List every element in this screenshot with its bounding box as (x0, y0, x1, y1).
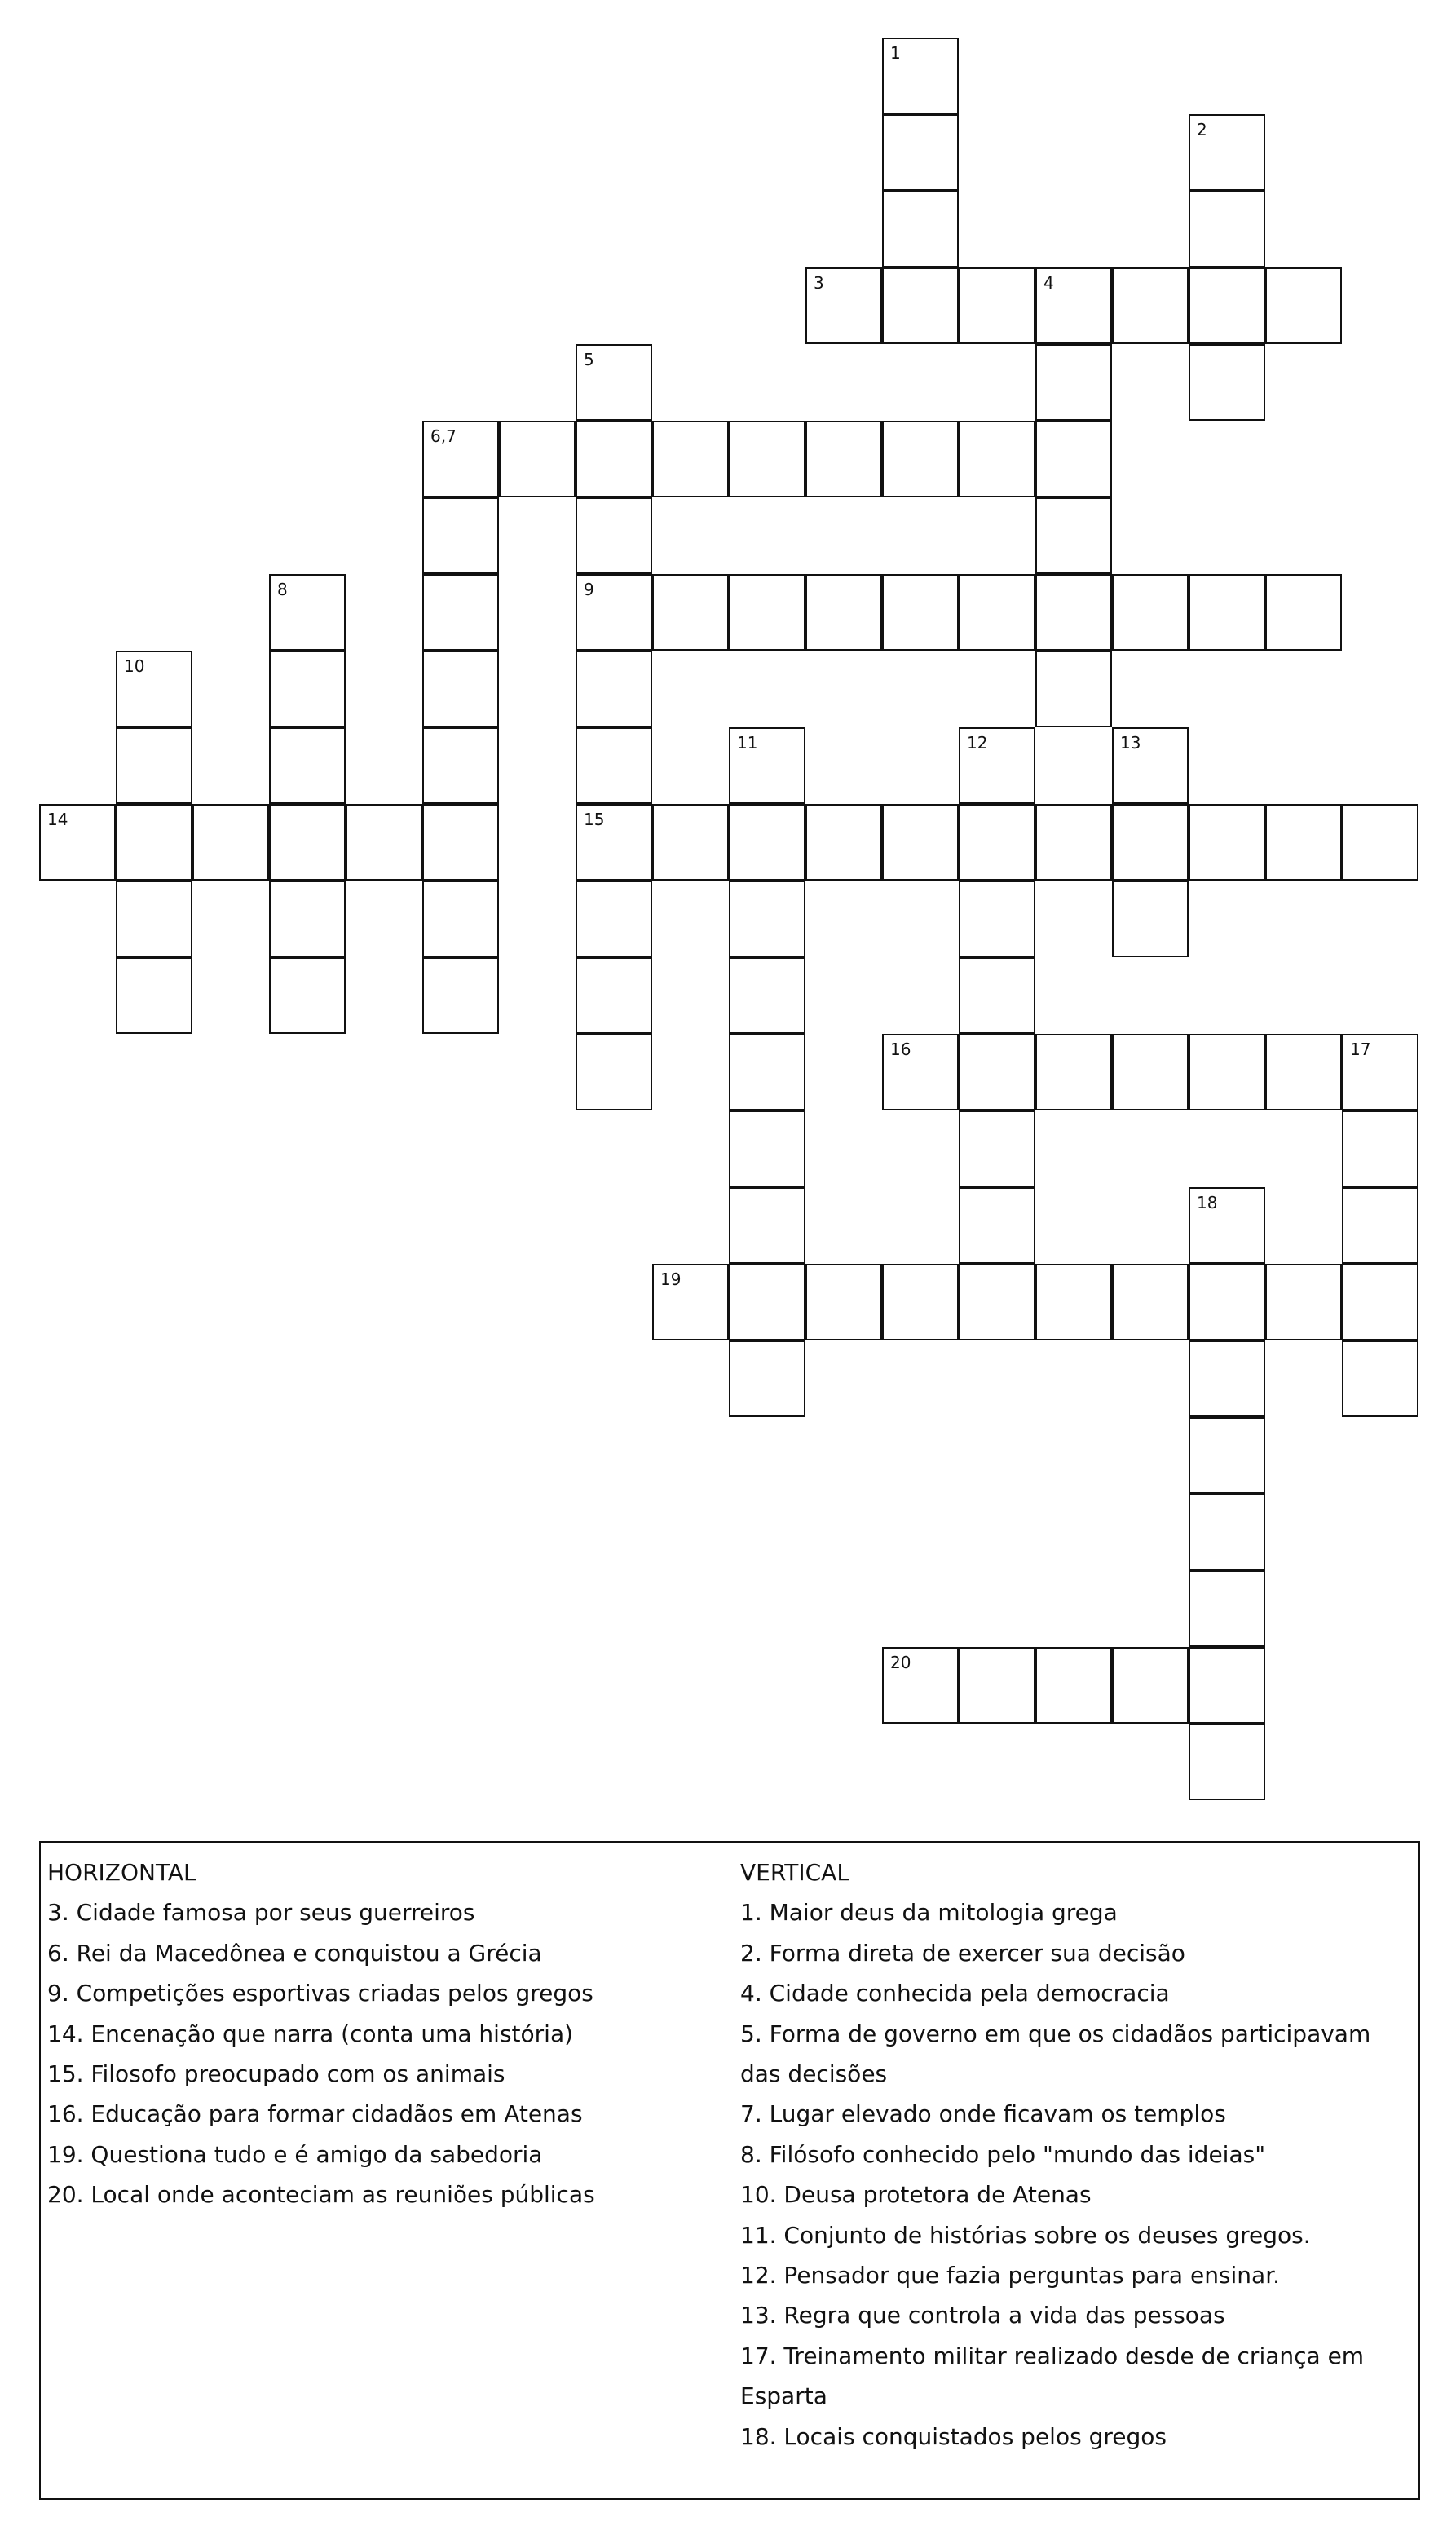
grid-cell[interactable] (576, 881, 652, 957)
clue-v-12: 12. Pensador que fazia perguntas para ensinar. (740, 2262, 1281, 2289)
grid-cell[interactable] (959, 421, 1035, 497)
grid-cell[interactable] (1342, 1110, 1418, 1187)
grid-cell[interactable] (1342, 804, 1418, 881)
clue-v-4: 4. Cidade conhecida pela democracia (740, 1980, 1170, 2007)
grid-cell[interactable] (1189, 1187, 1265, 1264)
grid-cell[interactable] (1189, 804, 1265, 881)
grid-cell[interactable] (576, 957, 652, 1034)
clue-number: 3 (814, 273, 824, 293)
grid-cell[interactable] (1265, 574, 1342, 651)
grid-cell[interactable] (422, 804, 499, 881)
clue-number: 20 (890, 1653, 911, 1672)
grid-cell[interactable] (882, 574, 959, 651)
grid-cell[interactable] (805, 421, 882, 497)
grid-cell[interactable] (959, 957, 1035, 1034)
grid-cell[interactable] (652, 804, 729, 881)
grid-cell[interactable] (1189, 1417, 1265, 1494)
clue-number: 19 (660, 1269, 682, 1289)
clue-v-5: 5. Forma de governo em que os cidadãos participavam das decisões (740, 2020, 1371, 2088)
grid-cell[interactable] (422, 881, 499, 957)
grid-cell[interactable] (1112, 1034, 1189, 1110)
grid-cell[interactable] (576, 1034, 652, 1110)
grid-cell[interactable] (1189, 1264, 1265, 1340)
grid-cell[interactable] (729, 574, 805, 651)
grid-cell[interactable] (1112, 1264, 1189, 1340)
grid-cell[interactable] (652, 1264, 729, 1340)
grid-cell[interactable] (422, 421, 499, 497)
grid-cell[interactable] (269, 804, 346, 881)
grid-cell[interactable] (576, 497, 652, 574)
grid-cell[interactable] (652, 574, 729, 651)
grid-cell[interactable] (422, 574, 499, 651)
grid-cell[interactable] (1035, 651, 1112, 727)
grid-cell[interactable] (39, 804, 116, 881)
clue-v-13: 13. Regra que controla a vida das pessoas (740, 2302, 1225, 2329)
grid-cell[interactable] (116, 804, 192, 881)
clue-h-9: 9. Competições esportivas criadas pelos gregos (47, 1980, 593, 2007)
grid-cell[interactable] (805, 804, 882, 881)
clue-v-11: 11. Conjunto de histórias sobre os deuses gregos. (740, 2221, 1311, 2249)
grid-cell[interactable] (1265, 1034, 1342, 1110)
clue-number: 6,7 (430, 426, 457, 446)
clue-h-6: 6. Rei da Macedônea e conquistou a Grécia (47, 1939, 542, 1967)
grid-cell[interactable] (1342, 1187, 1418, 1264)
clue-number: 10 (124, 656, 145, 676)
grid-cell[interactable] (1035, 497, 1112, 574)
grid-cell[interactable] (959, 574, 1035, 651)
clue-number: 12 (967, 733, 988, 753)
grid-cell[interactable] (882, 1264, 959, 1340)
clue-v-7: 7. Lugar elevado onde ficavam os templos (740, 2100, 1226, 2128)
grid-cell[interactable] (1265, 267, 1342, 344)
grid-cell[interactable] (805, 574, 882, 651)
grid-cell[interactable] (1342, 1034, 1418, 1110)
clues-box (39, 1841, 1420, 2500)
grid-cell[interactable] (882, 1034, 959, 1110)
grid-cell[interactable] (1112, 881, 1189, 957)
grid-cell[interactable] (1112, 727, 1189, 804)
grid-cell[interactable] (1265, 1264, 1342, 1340)
grid-cell[interactable] (882, 267, 959, 344)
clue-number: 17 (1350, 1040, 1371, 1059)
grid-cell[interactable] (882, 114, 959, 191)
grid-cell[interactable] (1189, 267, 1265, 344)
grid-cell[interactable] (1189, 344, 1265, 421)
grid-cell[interactable] (269, 957, 346, 1034)
grid-cell[interactable] (729, 957, 805, 1034)
grid-cell[interactable] (1189, 114, 1265, 191)
grid-cell[interactable] (1342, 1340, 1418, 1417)
clue-number: 8 (277, 580, 288, 599)
clue-h-20: 20. Local onde aconteciam as reuniões públicas (47, 2181, 595, 2209)
clue-v-2: 2. Forma direta de exercer sua decisão (740, 1939, 1185, 1967)
grid-cell[interactable] (729, 804, 805, 881)
grid-cell[interactable] (959, 267, 1035, 344)
grid-cell[interactable] (729, 881, 805, 957)
grid-cell[interactable] (805, 1264, 882, 1340)
grid-cell[interactable] (1035, 574, 1112, 651)
clue-number: 1 (890, 43, 901, 63)
grid-cell[interactable] (269, 727, 346, 804)
grid-cell[interactable] (116, 957, 192, 1034)
grid-cell[interactable] (959, 804, 1035, 881)
clue-number: 15 (584, 810, 605, 829)
clue-number: 11 (737, 733, 758, 753)
grid-cell[interactable] (729, 727, 805, 804)
grid-cell[interactable] (1189, 1570, 1265, 1647)
grid-cell[interactable] (1189, 574, 1265, 651)
grid-cell[interactable] (1035, 267, 1112, 344)
grid-cell[interactable] (959, 1187, 1035, 1264)
clue-number: 18 (1197, 1193, 1218, 1212)
grid-cell[interactable] (729, 1110, 805, 1187)
grid-cell[interactable] (269, 881, 346, 957)
clue-h-16: 16. Educação para formar cidadãos em Atenas (47, 2100, 583, 2128)
grid-cell[interactable] (576, 804, 652, 881)
grid-cell[interactable] (729, 1034, 805, 1110)
grid-cell[interactable] (116, 727, 192, 804)
grid-cell[interactable] (576, 421, 652, 497)
grid-cell[interactable] (576, 574, 652, 651)
grid-cell[interactable] (959, 881, 1035, 957)
clue-v-8: 8. Filósofo conhecido pelo "mundo das ideias" (740, 2140, 1266, 2168)
clue-h-3: 3. Cidade famosa por seus guerreiros (47, 1899, 475, 1927)
grid-cell[interactable] (959, 1034, 1035, 1110)
grid-cell[interactable] (1265, 804, 1342, 881)
grid-cell[interactable] (1035, 344, 1112, 421)
grid-cell[interactable] (959, 1647, 1035, 1724)
grid-cell[interactable] (1035, 804, 1112, 881)
clue-number: 2 (1197, 120, 1207, 139)
grid-cell[interactable] (1189, 191, 1265, 267)
clue-v-10: 10. Deusa protetora de Atenas (740, 2181, 1092, 2209)
horizontal-clues (47, 1852, 724, 2215)
clue-number: 13 (1120, 733, 1141, 753)
grid-cell[interactable] (882, 191, 959, 267)
grid-cell[interactable] (1189, 1340, 1265, 1417)
grid-cell[interactable] (805, 267, 882, 344)
clue-v-17: 17. Treinamento militar realizado desde de criança em Esparta (740, 2342, 1365, 2410)
grid-cell[interactable] (882, 804, 959, 881)
clue-number: 4 (1043, 273, 1054, 293)
grid-cell[interactable] (269, 574, 346, 651)
clue-v-18: 18. Locais conquistados pelos gregos (740, 2422, 1167, 2450)
grid-cell[interactable] (1189, 1494, 1265, 1570)
grid-cell[interactable] (422, 497, 499, 574)
grid-cell[interactable] (959, 1110, 1035, 1187)
grid-cell[interactable] (346, 804, 422, 881)
horizontal-title: HORIZONTAL (47, 1859, 196, 1886)
grid-cell[interactable] (1189, 1724, 1265, 1800)
grid-cell[interactable] (729, 421, 805, 497)
grid-cell[interactable] (729, 1187, 805, 1264)
grid-cell[interactable] (959, 1264, 1035, 1340)
grid-cell[interactable] (499, 421, 576, 497)
grid-cell[interactable] (1189, 1647, 1265, 1724)
vertical-clues (740, 1852, 1417, 2457)
grid-cell[interactable] (729, 1340, 805, 1417)
grid-cell[interactable] (1112, 267, 1189, 344)
grid-cell[interactable] (1112, 804, 1189, 881)
grid-cell[interactable] (269, 651, 346, 727)
grid-cell[interactable] (576, 727, 652, 804)
grid-cell[interactable] (882, 38, 959, 114)
grid-cell[interactable] (1035, 1264, 1112, 1340)
grid-cell[interactable] (882, 1647, 959, 1724)
vertical-title: VERTICAL (740, 1859, 849, 1886)
grid-cell[interactable] (192, 804, 269, 881)
clue-v-1: 1. Maior deus da mitologia grega (740, 1899, 1118, 1927)
clue-h-19: 19. Questiona tudo e é amigo da sabedoria (47, 2140, 543, 2168)
grid-cell[interactable] (422, 957, 499, 1034)
grid-cell[interactable] (422, 727, 499, 804)
grid-cell[interactable] (1189, 1034, 1265, 1110)
grid-cell[interactable] (1112, 574, 1189, 651)
grid-cell[interactable] (576, 651, 652, 727)
grid-cell[interactable] (1035, 1034, 1112, 1110)
grid-cell[interactable] (116, 881, 192, 957)
clue-number: 9 (584, 580, 594, 599)
grid-cell[interactable] (1342, 1264, 1418, 1340)
grid-cell[interactable] (729, 1264, 805, 1340)
grid-cell[interactable] (1112, 1647, 1189, 1724)
grid-cell[interactable] (1035, 1647, 1112, 1724)
clue-number: 14 (47, 810, 68, 829)
grid-cell[interactable] (422, 651, 499, 727)
grid-cell[interactable] (652, 421, 729, 497)
grid-cell[interactable] (882, 421, 959, 497)
clue-number: 16 (890, 1040, 911, 1059)
grid-cell[interactable] (1035, 421, 1112, 497)
grid-cell[interactable] (959, 727, 1035, 804)
grid-cell[interactable] (116, 651, 192, 727)
clue-h-14: 14. Encenação que narra (conta uma história) (47, 2020, 574, 2047)
grid-cell[interactable] (576, 344, 652, 421)
clue-number: 5 (584, 350, 594, 369)
clue-h-15: 15. Filosofo preocupado com os animais (47, 2060, 505, 2088)
